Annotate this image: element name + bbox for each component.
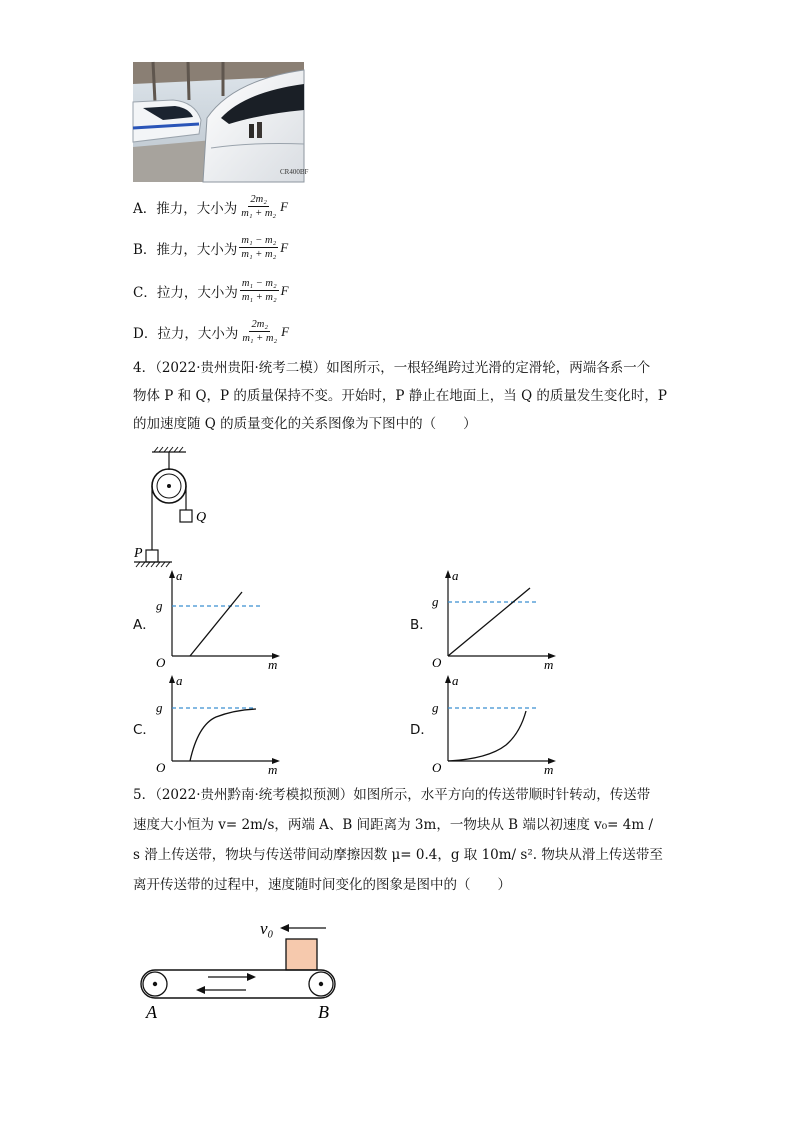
option-letter: A． bbox=[133, 200, 157, 217]
q-label: Q bbox=[196, 510, 207, 525]
y-axis-label: a bbox=[452, 673, 459, 688]
fraction bbox=[240, 319, 279, 344]
train-photo bbox=[133, 62, 309, 182]
denominator: m₁ + m₂ bbox=[241, 292, 277, 303]
denominator: m₁ + m₂ bbox=[242, 333, 278, 344]
a-end-label: A bbox=[146, 1002, 157, 1022]
origin-label: O bbox=[156, 760, 166, 775]
y-axis-label: a bbox=[452, 568, 459, 583]
y-axis-label: a bbox=[176, 673, 183, 688]
origin-label: O bbox=[432, 760, 442, 775]
graph-d[interactable] bbox=[426, 673, 556, 775]
train-photo-drawing bbox=[133, 62, 309, 182]
train-logo: CR400BF bbox=[280, 168, 309, 176]
denominator: m₁ + m₂ bbox=[241, 249, 277, 260]
numerator: 2m₂ bbox=[250, 194, 267, 205]
option-letter: D． bbox=[133, 325, 158, 342]
force-symbol: F bbox=[280, 198, 289, 214]
text-line: 的加速度随 Q 的质量变化的关系图像为下图中的（ ） bbox=[133, 416, 477, 432]
graph-a[interactable] bbox=[150, 568, 280, 670]
x-axis-label: m bbox=[544, 657, 554, 672]
g-label: g bbox=[432, 700, 439, 715]
question-4-text bbox=[133, 354, 668, 438]
question-5-text bbox=[133, 780, 663, 900]
fraction bbox=[239, 194, 278, 219]
force-symbol: F bbox=[280, 239, 289, 255]
graph-b[interactable] bbox=[426, 568, 556, 670]
origin-label: O bbox=[156, 655, 166, 670]
text-line: 离开传送带的过程中，速度随时间变化的图象是图中的（ ） bbox=[133, 877, 511, 893]
y-axis-label: a bbox=[176, 568, 183, 583]
graph-d-letter: D． bbox=[410, 722, 434, 738]
graph-a-letter: A． bbox=[133, 617, 156, 633]
option-d[interactable] bbox=[133, 319, 289, 344]
g-label: g bbox=[156, 598, 163, 613]
pulley-figure bbox=[128, 446, 218, 570]
text-line: 5．（2022·贵州黔南·统考模拟预测）如图所示，水平方向的传送带顺时针转动，传送带 bbox=[133, 787, 651, 803]
option-text: 拉力，大小为 bbox=[156, 284, 238, 301]
graph-b-letter: B． bbox=[410, 617, 433, 633]
text-line: 物体 P 和 Q，P 的质量保持不变。开始时，P 静止在地面上，当 Q 的质量发生变化时，P bbox=[133, 388, 668, 404]
g-label: g bbox=[432, 594, 439, 609]
v0-label: v₀ bbox=[260, 919, 274, 938]
option-text: 推力，大小为 bbox=[156, 241, 238, 258]
option-letter: B． bbox=[133, 241, 157, 258]
text-line: 4．（2022·贵州贵阳·统考二模）如图所示，一根轻绳跨过光滑的定滑轮，两端各系一个 bbox=[133, 360, 651, 376]
option-text: 推力，大小为 bbox=[156, 200, 238, 217]
block bbox=[286, 939, 317, 970]
fraction bbox=[240, 278, 279, 303]
option-c[interactable] bbox=[133, 278, 289, 303]
x-axis-label: m bbox=[268, 762, 278, 777]
force-symbol: F bbox=[280, 282, 289, 298]
force-symbol: F bbox=[281, 323, 290, 339]
text-line: 速度大小恒为 v= 2m/s，两端 A、B 间距离为 3m，一物块从 B 端以初速度 v₀= 4m / bbox=[133, 817, 653, 833]
origin-label: O bbox=[432, 655, 442, 670]
fraction bbox=[239, 235, 278, 260]
x-axis-label: m bbox=[268, 657, 278, 672]
conveyor-figure bbox=[136, 912, 346, 1024]
b-end-label: B bbox=[318, 1002, 329, 1022]
x-axis-label: m bbox=[544, 762, 554, 777]
option-text: 拉力，大小为 bbox=[157, 325, 239, 342]
p-label: P bbox=[134, 546, 143, 561]
text-line: s 滑上传送带，物块与传送带间动摩擦因数 μ= 0.4，g 取 10m/ s². 物块从滑上传送带至 bbox=[133, 847, 663, 863]
graph-c-letter: C． bbox=[133, 722, 156, 738]
option-b[interactable] bbox=[133, 235, 288, 260]
g-label: g bbox=[156, 700, 163, 715]
numerator: m₁ − m₂ bbox=[241, 278, 277, 289]
graph-c[interactable] bbox=[150, 673, 280, 775]
denominator: m₁ + m₂ bbox=[241, 208, 277, 219]
numerator: m₁ − m₂ bbox=[241, 235, 277, 246]
option-letter: C． bbox=[133, 284, 157, 301]
numerator: 2m₂ bbox=[251, 319, 268, 330]
option-a[interactable] bbox=[133, 194, 288, 219]
